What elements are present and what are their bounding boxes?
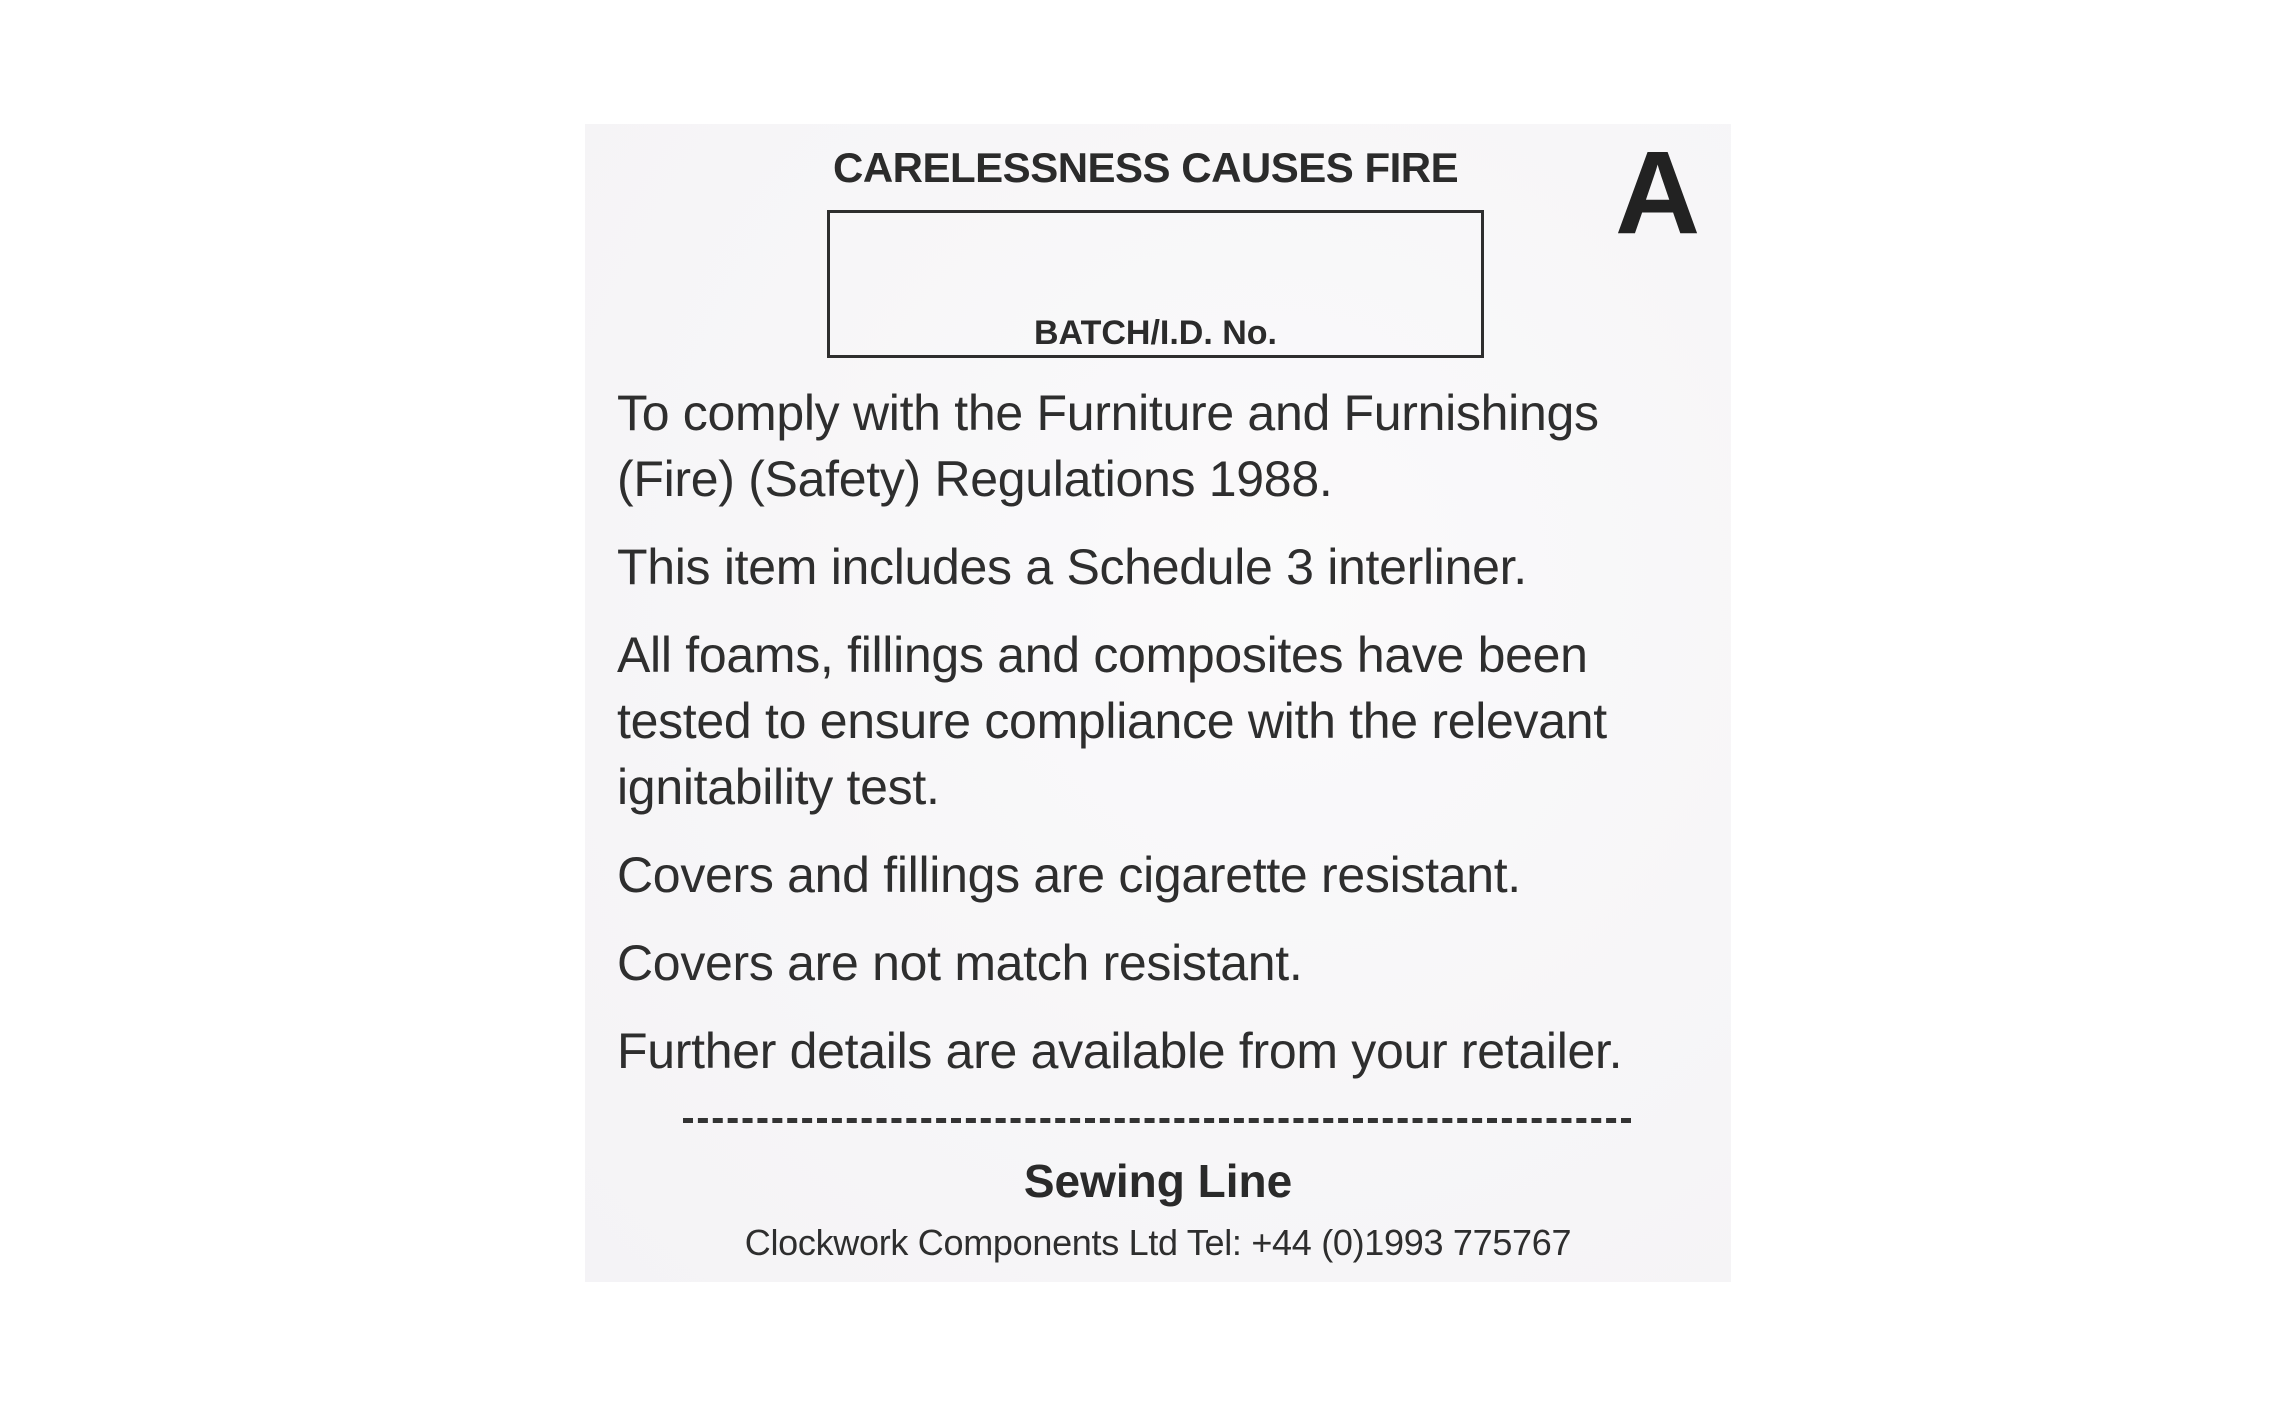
- fire-safety-label: [585, 124, 1731, 1282]
- cigarette-resistant-text: Covers and fillings are cigarette resistant.: [617, 847, 1521, 903]
- batch-id-box: [827, 210, 1484, 358]
- dashed-separator: [683, 1118, 1631, 1123]
- batch-id-label: BATCH/I.D. No.: [1033, 314, 1277, 352]
- category-letter: A: [1615, 127, 1701, 259]
- warning-title: CARELESSNESS CAUSES FIRE: [833, 144, 1459, 191]
- retailer-details-text: Further details are available from your retailer.: [617, 1023, 1623, 1079]
- company-contact: Clockwork Components Ltd Tel: +44 (0)1993 775767: [744, 1222, 1572, 1263]
- brand-name: Sewing Line: [1023, 1155, 1293, 1207]
- regulations-text: To comply with the Furniture and Furnishings (Fire) (Safety) Regulations 1988.: [617, 385, 1599, 507]
- ignitability-text: All foams, fillings and composites have been tested to ensure compliance with the relevant ignitability test.: [617, 627, 1607, 815]
- match-resistant-text: Covers are not match resistant.: [617, 935, 1303, 991]
- interliner-text: This item includes a Schedule 3 interliner.: [617, 539, 1527, 595]
